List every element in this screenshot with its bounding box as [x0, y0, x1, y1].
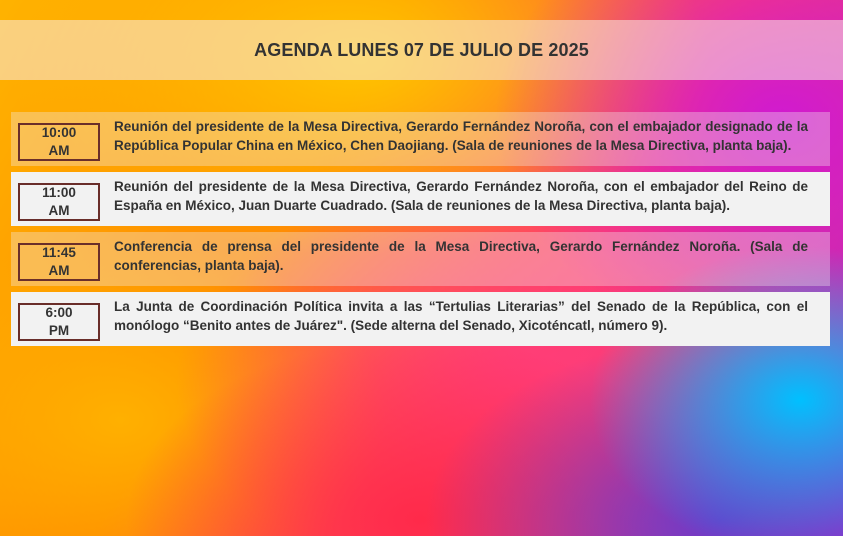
agenda-item — [11, 232, 830, 286]
event-time-hour: 11:45 — [42, 245, 76, 260]
agenda-header — [0, 20, 843, 80]
page-title: AGENDA LUNES 07 DE JULIO DE 2025 — [254, 39, 589, 60]
event-time — [18, 123, 100, 161]
event-time-period: AM — [48, 143, 70, 158]
event-time — [18, 183, 100, 221]
agenda-item — [11, 292, 830, 346]
agenda-item — [11, 112, 830, 166]
event-time-hour: 10:00 — [41, 125, 77, 140]
event-description: Reunión del presidente de la Mesa Directiva, Gerardo Fernández Noroña, con el embajador designado de la República Popular China en México, Chen Daojiang. (Sala de reuniones de la Mesa Directiva, planta baja). — [114, 119, 808, 153]
event-time-period: PM — [48, 323, 70, 338]
event-time-hour: 6:00 — [45, 305, 73, 320]
event-time-period: AM — [48, 203, 70, 218]
agenda-list — [11, 112, 830, 346]
event-description: Conferencia de prensa del presidente de la Mesa Directiva, Gerardo Fernández Noroña. (Sala de conferencias, planta baja). — [114, 239, 808, 273]
event-time-period: AM — [48, 263, 70, 278]
event-time — [18, 243, 100, 281]
event-description: Reunión del presidente de la Mesa Directiva, Gerardo Fernández Noroña, con el embajador del Reino de España en México, Juan Duarte Cuadrado. (Sala de reuniones de la Mesa Directiva, planta baja). — [114, 179, 808, 213]
agenda-item — [11, 172, 830, 226]
event-time — [18, 303, 100, 341]
event-time-hour: 11:00 — [42, 185, 76, 200]
event-description: La Junta de Coordinación Política invita a las “Tertulias Literarias” del Senado de la República, con el monólogo “Benito antes de Juárez". (Sede alterna del Senado, Xicoténcatl, número 9). — [114, 299, 808, 333]
